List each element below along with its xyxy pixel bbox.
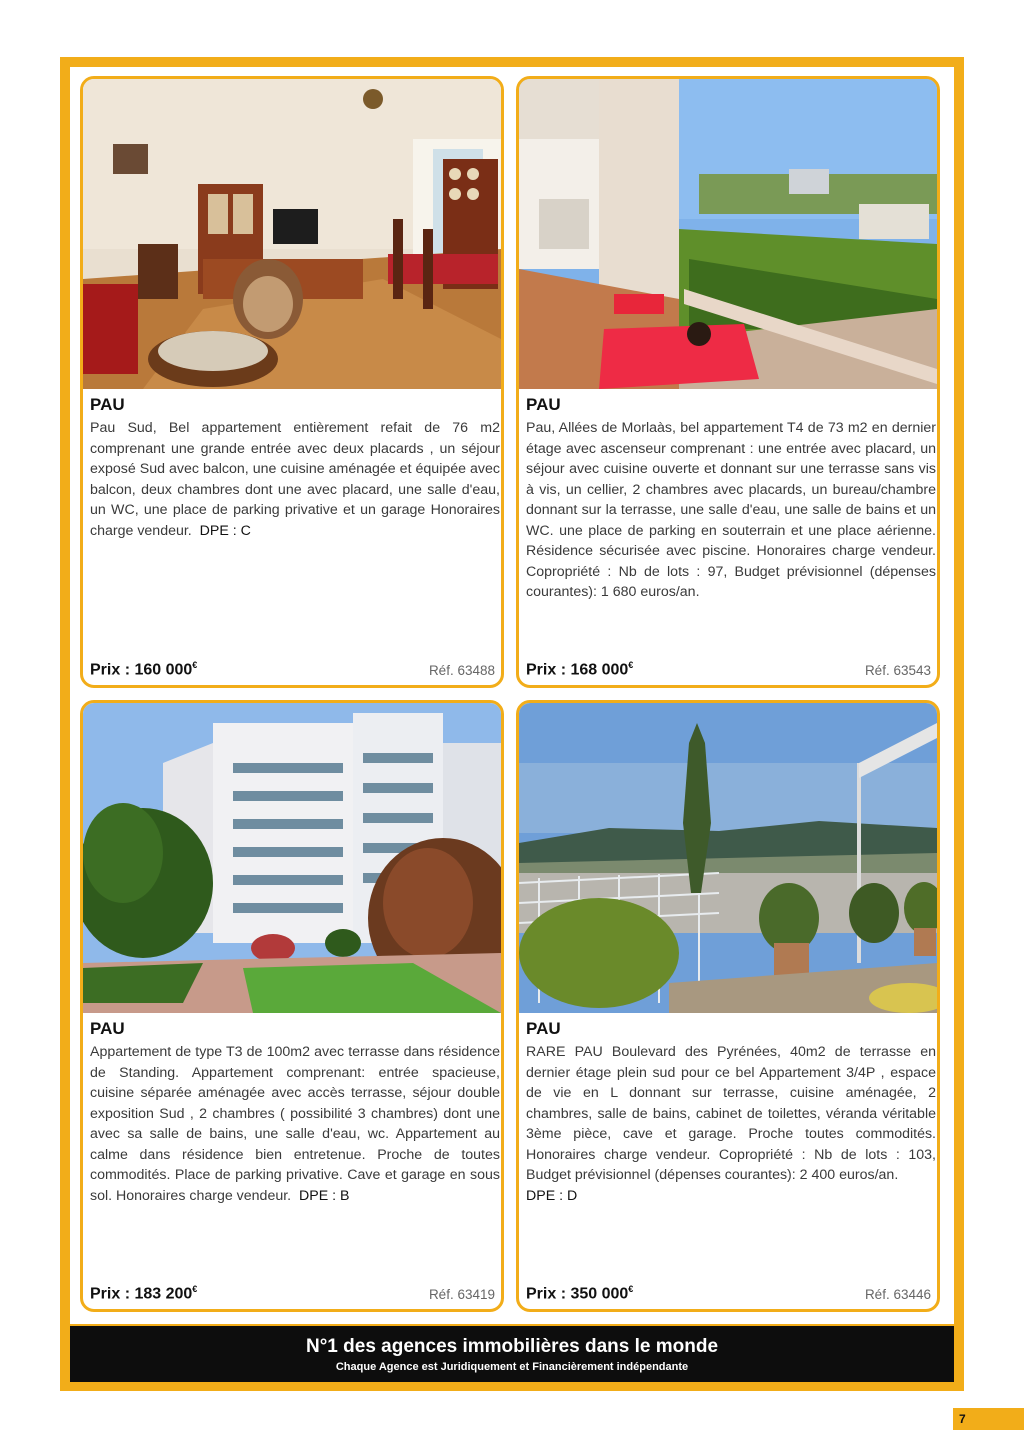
listing-reference: Réf. 63446 bbox=[864, 1287, 931, 1302]
listing-city: PAU bbox=[90, 1019, 125, 1038]
listing-price: Prix : 350 000€ bbox=[526, 1283, 634, 1302]
listing-description: Pau Sud, Bel appartement entièrement refait de 76 m2 comprenant une grande entrée avec deux placards , un séjour exposé Sud avec balcon, une cuisine aménagée et équipée avec balcon, deux chambres dont une avec placard, une salle d'eau, un WC, une place de parking privative et un garage Honoraires charge vendeur. DPE : C bbox=[90, 420, 500, 539]
dpe-rating: DPE : D bbox=[526, 1187, 578, 1204]
listing-reference: Réf. 63419 bbox=[428, 1287, 495, 1302]
dpe-rating: DPE : B bbox=[299, 1187, 350, 1204]
listing-description: Pau, Allées de Morlaàs, bel appartement T4 de 73 m2 en dernier étage avec ascenseur comprenant : une entrée avec placard, un séjour avec cuisine ouverte et donnant sur une terrasse sans vis à vis, un cellier, 2 chambres avec placards, un bureau/chambre donnant sur la terrasse, une salle d'eau, une salle de bains et un WC. une place de parking en souterrain et une place aérienne. Résidence sécurisée avec piscine. Honoraires charge vendeur. Copropriété : Nb de lots : 97, Budget prévisionnel (dépenses courantes): 1 680 euros/an. bbox=[526, 420, 936, 600]
banner-subtitle: Chaque Agence est Juridiquement et Financièrement indépendante bbox=[335, 1361, 689, 1373]
listing-card-63446[interactable] bbox=[516, 700, 940, 1312]
terrace-view-photo bbox=[519, 79, 937, 389]
listing-city: PAU bbox=[526, 1019, 561, 1038]
listing-card-63543[interactable] bbox=[516, 76, 940, 688]
listing-city: PAU bbox=[526, 395, 561, 414]
listing-price: Prix : 160 000€ bbox=[90, 659, 198, 678]
rooftop-terrace-photo bbox=[519, 703, 937, 1013]
listing-card-63419[interactable] bbox=[80, 700, 504, 1312]
page-number: 7 bbox=[953, 1408, 1024, 1430]
listing-description: RARE PAU Boulevard des Pyrénées, 40m2 de terrasse en dernier étage plein sud pour ce bel Appartement 3/4P , espace de vie en L donnant sur terrasse, cuisine aménagée, 2 chambres, salle de bains, cabinet de toilettes, véranda véritable 3ème pièce, cave et garage. Proche toutes commodités. Honoraires charge vendeur. Copropriété : Nb de lots : 103, Budget prévisionnel (dépenses courantes): 2 400 euros/an. DPE : D bbox=[526, 1044, 936, 1204]
dpe-rating: DPE : C bbox=[199, 522, 251, 539]
residence-building-photo bbox=[83, 703, 501, 1013]
banner-title: N°1 des agences immobilières dans le monde bbox=[305, 1336, 719, 1357]
footer-banner bbox=[70, 1326, 954, 1382]
listing-reference: Réf. 63543 bbox=[864, 663, 931, 678]
listing-description: Appartement de type T3 de 100m2 avec terrasse dans résidence de Standing. Appartement comprenant: entrée spacieuse, cuisine séparée aménagée avec accès terrasse, séjour double exposition Sud , 2 chambres ( possibilité 3 chambres) dont une avec sa salle de bains, une salle d'eau, wc. Appartement au calme dans résidence bien entretenue. Proche de toutes commodités. Place de parking privative. Cave et garage en sous sol. Honoraires charge vendeur. DPE : B bbox=[90, 1044, 500, 1204]
listing-reference: Réf. 63488 bbox=[428, 663, 495, 678]
listing-city: PAU bbox=[90, 395, 125, 414]
listing-price: Prix : 183 200€ bbox=[90, 1283, 198, 1302]
listing-card-63488[interactable] bbox=[80, 76, 504, 688]
listing-price: Prix : 168 000€ bbox=[526, 659, 634, 678]
living-room-photo bbox=[83, 79, 501, 389]
